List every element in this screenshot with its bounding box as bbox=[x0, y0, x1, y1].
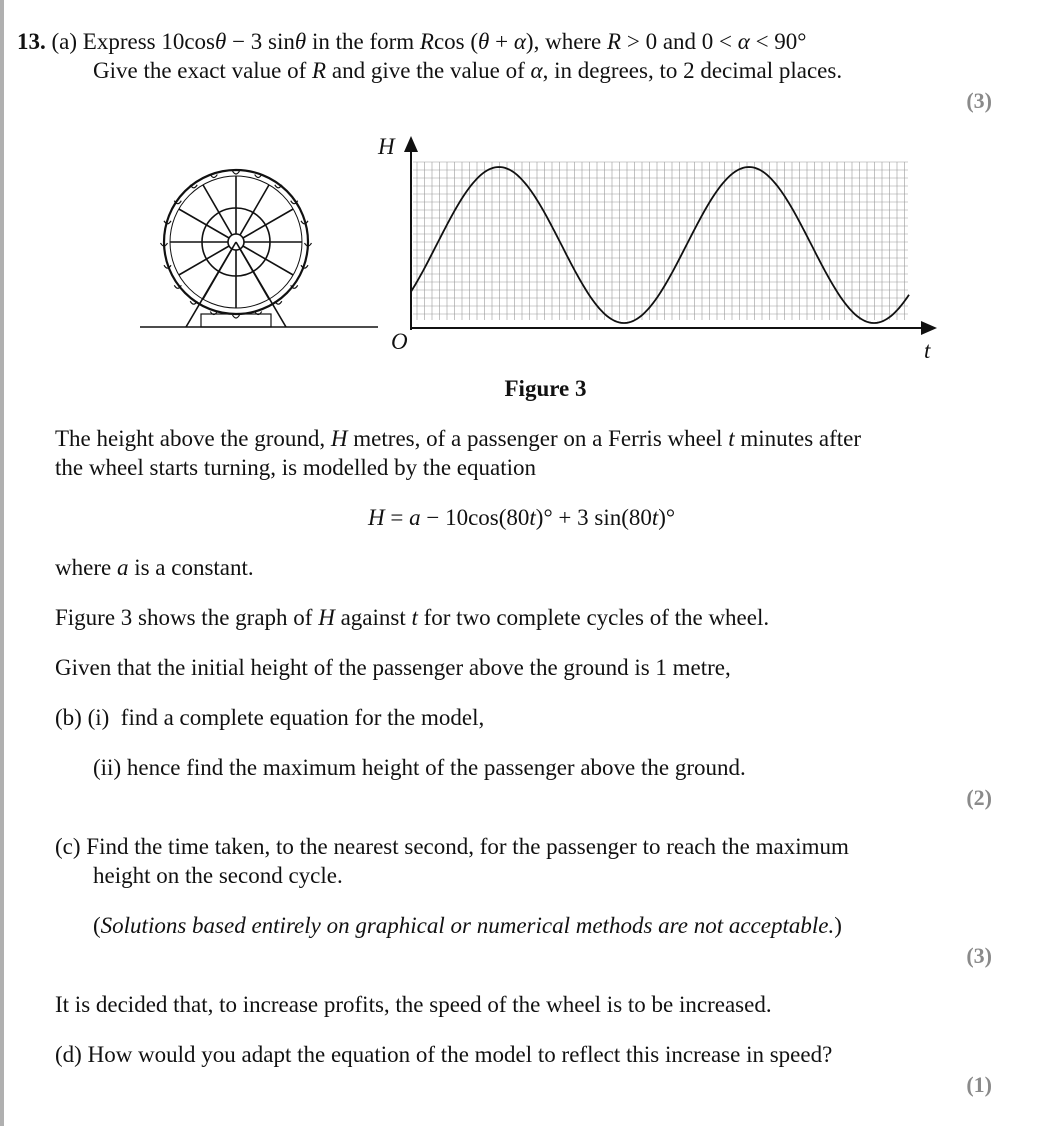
part-a-text: cos ( bbox=[433, 29, 479, 54]
intro-text: metres, of a passenger on a Ferris wheel bbox=[347, 426, 729, 451]
part-a-text: ), where bbox=[525, 29, 608, 54]
question-number: 13. bbox=[17, 29, 46, 54]
speed-line: It is decided that, to increase profits, the speed of the wheel is to be increased. bbox=[55, 992, 772, 1017]
part-c-note-text: ) bbox=[834, 913, 842, 938]
theta-symbol: θ bbox=[215, 29, 227, 54]
t-symbol: t bbox=[651, 505, 659, 530]
part-d-label: (d) bbox=[55, 1042, 82, 1067]
figure-3 bbox=[140, 128, 940, 368]
t-symbol: t bbox=[728, 426, 735, 451]
given-line: Given that the initial height of the passenger above the ground is 1 metre, bbox=[55, 655, 731, 680]
wheel-spoke bbox=[203, 185, 232, 235]
wheel-spoke bbox=[179, 209, 229, 238]
part-a-line-1 bbox=[17, 28, 807, 56]
equation-text: )° bbox=[658, 505, 676, 530]
page-margin-bar bbox=[0, 0, 4, 1126]
part-b-label: (b) bbox=[55, 705, 82, 730]
theta-symbol: θ bbox=[294, 29, 307, 54]
part-b-ii-text: hence find the maximum height of the passenger above the ground. bbox=[126, 755, 746, 780]
equation-text: )° + 3 sin(80 bbox=[535, 505, 652, 530]
theta-symbol: θ bbox=[478, 29, 490, 54]
part-d-text: How would you adapt the equation of the model to reflect this increase in speed? bbox=[87, 1042, 833, 1067]
a-symbol: a bbox=[409, 505, 421, 530]
part-d-marks: (1) bbox=[966, 1072, 992, 1097]
part-a-line-2 bbox=[93, 57, 842, 85]
figure-description bbox=[55, 604, 769, 632]
equation-text: = bbox=[384, 505, 410, 530]
wheel-spoke bbox=[240, 249, 269, 299]
intro-line-1 bbox=[55, 425, 861, 453]
part-a-text: > 0 and 0 < bbox=[621, 29, 738, 54]
figure-caption: Figure 3 bbox=[504, 376, 587, 401]
part-d-line bbox=[55, 1041, 832, 1069]
part-b-i-text: find a complete equation for the model, bbox=[120, 705, 485, 730]
wheel-car-icon bbox=[233, 171, 240, 174]
part-a-marks: (3) bbox=[966, 88, 992, 113]
where-line bbox=[55, 554, 254, 582]
where-text: where bbox=[55, 555, 117, 580]
part-c-note bbox=[93, 912, 842, 940]
part-c-note-text: ( bbox=[93, 913, 101, 938]
origin-label: O bbox=[391, 329, 408, 354]
intro-text: minutes after bbox=[734, 426, 862, 451]
part-a-label: (a) bbox=[51, 29, 78, 54]
r-symbol: R bbox=[419, 29, 434, 54]
part-a-text: and give the value of bbox=[326, 58, 531, 83]
part-c-label: (c) bbox=[55, 834, 81, 859]
t-symbol: t bbox=[529, 505, 536, 530]
part-b-ii-label: (ii) bbox=[93, 755, 122, 780]
x-axis-label: t bbox=[924, 338, 931, 363]
figure-description-text: Figure 3 shows the graph of bbox=[55, 605, 319, 630]
y-axis-label: H bbox=[378, 134, 395, 159]
height-time-graph bbox=[377, 134, 937, 363]
part-a-text: − 3 sin bbox=[226, 29, 295, 54]
intro-line-2: the wheel starts turning, is modelled by the equation bbox=[55, 455, 536, 480]
height-curve bbox=[411, 167, 909, 323]
model-equation bbox=[368, 504, 675, 532]
part-b-i-label: (i) bbox=[87, 705, 110, 730]
part-a-text: + bbox=[489, 29, 514, 54]
part-a-text: Express 10cos bbox=[82, 29, 216, 54]
a-symbol: a bbox=[116, 555, 129, 580]
part-c-line-1 bbox=[55, 833, 849, 861]
part-b-i bbox=[55, 704, 484, 732]
part-a-text: < 90° bbox=[749, 29, 807, 54]
where-text: is a constant. bbox=[128, 555, 254, 580]
figure-description-text: against bbox=[334, 605, 412, 630]
wheel-base bbox=[201, 314, 271, 327]
alpha-symbol: α bbox=[530, 58, 543, 83]
part-b-marks: (2) bbox=[966, 785, 992, 810]
part-c-note-text: Solutions based entirely on graphical or numerical methods are not acceptable. bbox=[100, 913, 835, 938]
ferris-wheel-illustration bbox=[140, 170, 378, 327]
r-symbol: R bbox=[607, 29, 622, 54]
part-c-marks: (3) bbox=[966, 943, 992, 968]
y-axis-arrow-icon bbox=[404, 136, 418, 152]
wheel-car-icon bbox=[233, 315, 240, 318]
part-a-text: , in degrees, to 2 decimal places. bbox=[542, 58, 843, 83]
part-a-text: in the form bbox=[306, 29, 420, 54]
alpha-symbol: α bbox=[737, 29, 750, 54]
wheel-spoke bbox=[203, 249, 232, 299]
part-c-text: Find the time taken, to the nearest second, for the passenger to reach the maximum bbox=[86, 834, 849, 859]
h-symbol: H bbox=[368, 505, 385, 530]
graph-grid bbox=[413, 162, 908, 320]
h-symbol: H bbox=[318, 605, 335, 630]
part-b-ii bbox=[93, 754, 746, 782]
part-a-text: Give the exact value of bbox=[93, 58, 313, 83]
part-c-line-2: height on the second cycle. bbox=[93, 863, 343, 888]
figure-description-text: for two complete cycles of the wheel. bbox=[417, 605, 770, 630]
h-symbol: H bbox=[330, 426, 348, 451]
alpha-symbol: α bbox=[513, 29, 526, 54]
x-axis-arrow-icon bbox=[921, 321, 937, 335]
r-symbol: R bbox=[312, 58, 327, 83]
wheel-spoke bbox=[243, 246, 293, 275]
wheel-spoke bbox=[240, 185, 269, 235]
t-symbol: t bbox=[411, 605, 418, 630]
wheel-spoke bbox=[179, 246, 229, 275]
wheel-spoke bbox=[243, 209, 293, 238]
intro-text: The height above the ground, bbox=[55, 426, 331, 451]
equation-text: − 10cos(80 bbox=[420, 505, 530, 530]
